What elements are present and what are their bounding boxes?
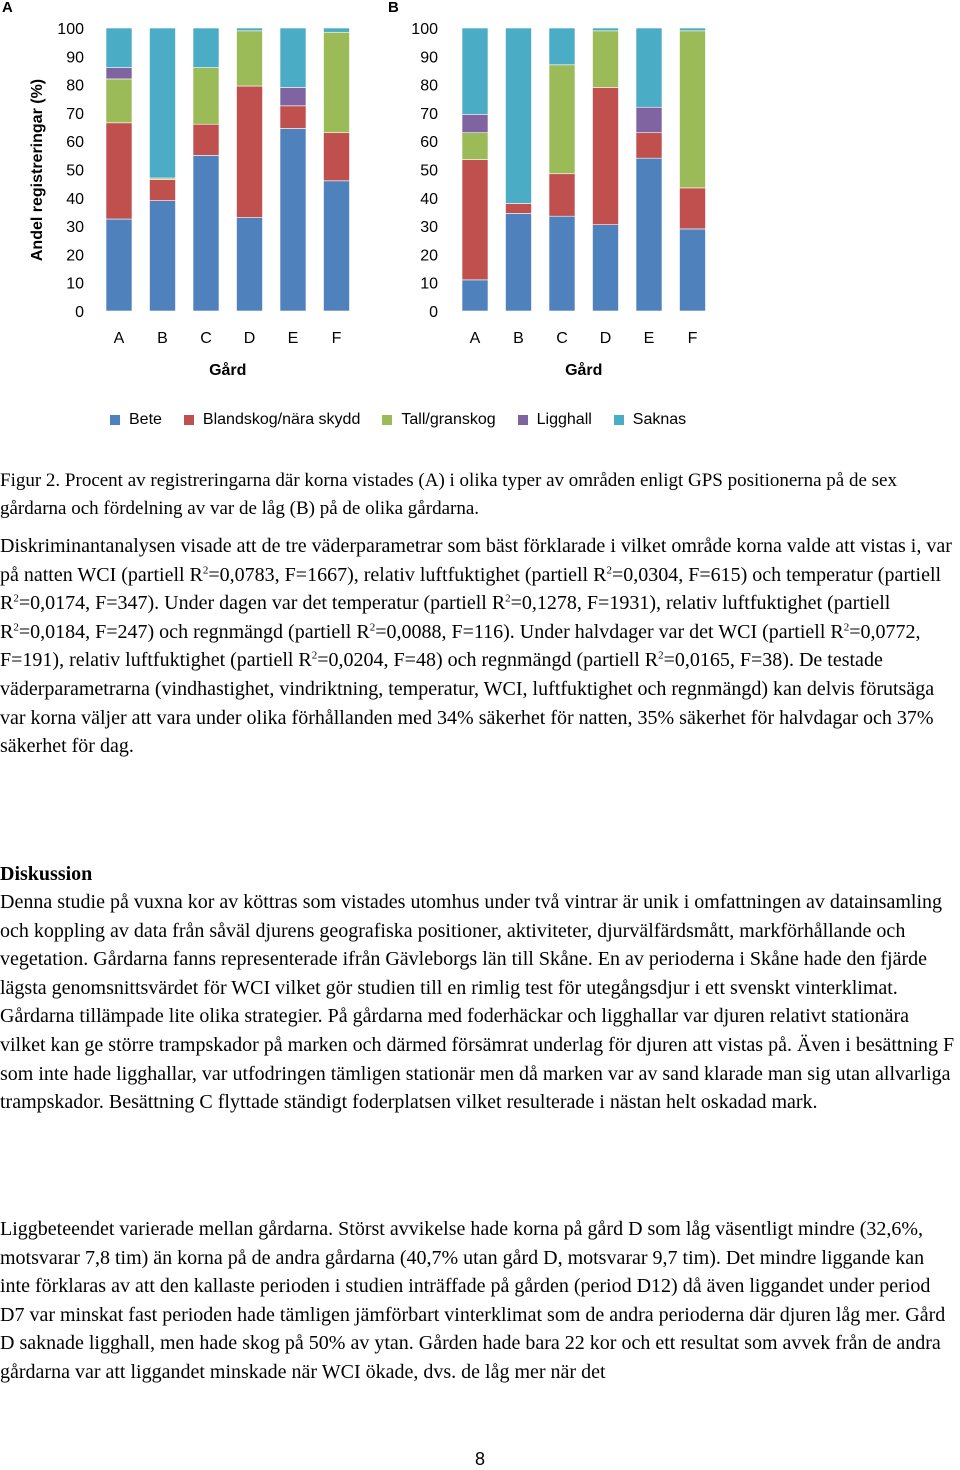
bar-segment xyxy=(237,28,263,31)
legend-item xyxy=(614,411,686,429)
figure-charts xyxy=(0,0,960,400)
bar-segment xyxy=(636,28,662,107)
y-tick-label: 20 xyxy=(420,247,438,265)
bar-segment xyxy=(593,31,619,88)
bar-segment xyxy=(636,158,662,311)
x-tick-label: C xyxy=(556,330,568,347)
superscript: 2 xyxy=(311,649,318,662)
bar-segment xyxy=(462,114,488,132)
chart-panel-a xyxy=(2,0,350,379)
bar-segment xyxy=(237,218,263,311)
legend-item xyxy=(110,411,162,429)
bar-segment xyxy=(150,28,176,178)
paragraph-discussion-1: Denna studie på vuxna kor av köttras som vistades utomhus under två vintrar är unik i omfattningen av datainsamling och koppling av data från såväl djurens geografiska positioner, aktiviteter, djurvälfärdsmått, markförhållande och vegetation. Gårdarna fanns representerade ifrån Gävleborgs län till Skåne. En av perioderna i Skåne hade den fjärde lägsta genomsnittsvärdet för WCI vilket gör studien till en rimlig test för utegångsdjur i ett svenskt vinterklimat. Gårdarna tillämpade lite olika strategier. På gårdarna med foderhäckar och ligghallar var djuren relativt stationära vilket kan ge större trampskador på marken och därmed försämrat underlag för djuren att vistas på. Även i besättning F som inte hade ligghallar, var utfodringen tämligen stationär men då marken var av sand klarade man sig utan allvarliga trampskador. Besättning C flyttade ständigt foderplatsen vilket resulterade i nästan helt oskadad mark. xyxy=(0,891,955,1114)
bar-segment xyxy=(680,188,706,229)
bar-segment xyxy=(280,106,306,129)
bar-segment xyxy=(462,280,488,311)
bar-segment xyxy=(462,28,488,114)
y-tick-label: 0 xyxy=(75,304,84,321)
superscript: 2 xyxy=(13,621,19,634)
x-axis-label: Gård xyxy=(565,362,603,379)
bar-segment xyxy=(324,28,350,32)
bar-segment xyxy=(106,219,132,311)
y-tick-label: 10 xyxy=(66,275,84,293)
y-tick-label: 100 xyxy=(57,21,84,38)
x-tick-label: E xyxy=(643,330,655,347)
bar-segment xyxy=(549,28,575,65)
bar-segment xyxy=(549,174,575,216)
y-tick-label: 10 xyxy=(420,275,438,293)
bar-segment xyxy=(193,28,219,68)
legend-swatch xyxy=(110,415,120,425)
legend-item xyxy=(518,411,592,429)
bar-segment xyxy=(106,123,132,219)
bar-segment xyxy=(593,28,619,31)
y-tick-label: 0 xyxy=(429,304,438,321)
legend-label: Saknas xyxy=(632,411,687,428)
superscript: 2 xyxy=(658,649,664,662)
y-tick-label: 90 xyxy=(66,49,84,67)
bar-segment xyxy=(106,28,132,68)
y-tick-label: 60 xyxy=(420,134,438,152)
legend-label: Tall/granskog xyxy=(401,411,496,428)
page-number: 8 xyxy=(474,1449,485,1469)
bar-segment xyxy=(506,28,532,203)
bar-segment xyxy=(280,87,306,105)
x-tick-label: A xyxy=(113,330,125,347)
bar-segment xyxy=(324,181,350,311)
bar-segment xyxy=(636,133,662,158)
y-tick-label: 30 xyxy=(420,219,438,237)
bar-segment xyxy=(150,179,176,200)
x-tick-label: C xyxy=(200,330,212,347)
bar-segment xyxy=(193,124,219,155)
bar-segment xyxy=(193,68,219,125)
bar-segment xyxy=(324,32,350,132)
paragraph-discriminant-analysis: Diskriminantanalysen visade att de tre väderparametrar som bäst förklarade i vilket område korna valde att vistas i, var på natten WCI (partiell $R^2=0,0783$, F=1667), relativ luftfuktighet (partiell $R^2=0,0304$, F=615) och temperatur (partiell $R^2=0,0174$, F=347). Under dagen var det temperatur (partiell $R^2=0,1278$, F=1931), relativ luftfuktighet (partiell $R^2=0,0184$, F=247) och regnmängd (partiell $R^2=0,0088$, F=116). Under halvdager var det WCI (partiell $R^2=0,0772$, F=191), relativ luftfuktighet (partiell $R^2=0,0204$, F=48) och regnmängd (partiell $R^2=0,0165$, F=38). De testade väderparametrarna (vindhastighet, vindriktning, temperatur, WCI, luftfuktighet och regnmängd) kan delvis förutsäga var korna väljer att vara under olika förhållanden med 34% säkerhet för natten, 35% säkerhet för halvdagar och 37% säkerhet för dag. xyxy=(0,535,952,758)
x-tick-label: A xyxy=(469,330,481,347)
superscript: 2 xyxy=(202,563,209,576)
y-tick-label: 30 xyxy=(66,219,84,237)
y-tick-label: 50 xyxy=(420,162,438,180)
x-tick-label: F xyxy=(331,330,342,347)
y-tick-label: 70 xyxy=(66,105,84,123)
bar-segment xyxy=(549,65,575,174)
bar-segment xyxy=(593,225,619,311)
legend-swatch xyxy=(518,415,528,425)
bar-segment xyxy=(280,28,306,87)
x-tick-label: B xyxy=(513,330,524,347)
section-heading: Diskussion xyxy=(0,863,93,885)
superscript: 2 xyxy=(505,592,511,605)
legend-label: Blandskog/nära skydd xyxy=(202,411,361,428)
y-tick-label: 40 xyxy=(66,190,84,208)
bar-segment xyxy=(680,28,706,31)
bar-segment xyxy=(106,79,132,123)
y-tick-label: 20 xyxy=(66,247,84,265)
x-tick-label: D xyxy=(243,330,256,347)
y-tick-label: 80 xyxy=(420,77,438,95)
x-tick-label: F xyxy=(687,330,698,347)
bar-segment xyxy=(150,201,176,311)
bar-segment xyxy=(237,31,263,86)
y-tick-label: 90 xyxy=(420,49,438,67)
paragraph-discussion-2: Liggbeteendet varierade mellan gårdarna. Störst avvikelse hade korna på gård D som låg väsentligt mindre (32,6%, motsvarar 7,8 tim) än korna på de andra gårdarna (40,7% utan gård D, motsvarar 9,7 tim). Det mindre liggande kan inte förklaras av att den kallaste perioden i studien inträffade på gården (period D12) då även liggandet under period D7 var minskat fast perioden hade tämligen jämförbart vinterklimat som de andra perioderna där djuren låg mer. Gård D saknade ligghall, men hade skog på 50% av ytan. Gården hade bara 22 kor och ett resultat som avvek från de andra gårdarna var att liggandet minskade när WCI ökade, dvs. de låg mer när det xyxy=(0,1218,946,1383)
legend-item xyxy=(184,411,360,429)
y-tick-label: 60 xyxy=(66,134,84,152)
panel-label: B xyxy=(388,0,399,16)
bar-segment xyxy=(462,160,488,280)
superscript: 2 xyxy=(843,621,850,634)
bar-segment xyxy=(324,133,350,181)
panel-label: A xyxy=(2,0,13,16)
bar-segment xyxy=(280,128,306,311)
superscript: 2 xyxy=(606,563,612,576)
legend-swatch xyxy=(382,415,392,425)
bar-segment xyxy=(680,31,706,188)
chart-legend xyxy=(110,411,704,429)
bar-segment xyxy=(106,68,132,79)
bar-segment xyxy=(506,203,532,213)
superscript: 2 xyxy=(13,592,19,605)
bar-segment xyxy=(680,229,706,311)
y-tick-label: 40 xyxy=(420,190,438,208)
x-tick-label: D xyxy=(599,330,612,347)
bar-segment xyxy=(462,133,488,160)
legend-swatch xyxy=(184,415,194,425)
y-axis-label: Andel registreringar (%) xyxy=(29,78,46,262)
y-tick-label: 50 xyxy=(66,162,84,180)
bar-segment xyxy=(506,213,532,311)
x-axis-label: Gård xyxy=(209,362,247,379)
chart-panel-b xyxy=(388,0,706,379)
legend-item xyxy=(382,411,495,429)
bar-segment xyxy=(237,86,263,218)
y-tick-label: 100 xyxy=(411,21,438,38)
bar-segment xyxy=(549,216,575,311)
bar-segment xyxy=(593,87,619,224)
legend-label: Ligghall xyxy=(536,411,592,428)
bar-segment xyxy=(636,107,662,132)
y-tick-label: 70 xyxy=(420,105,438,123)
figure-caption: Figur 2. Procent av registreringarna där korna vistades (A) i olika typer av områden enligt GPS positionerna på de sex gårdarna och fördelning av var de låg (B) på de olika gårdarna. xyxy=(0,470,897,519)
bar-segment xyxy=(193,155,219,311)
y-tick-label: 80 xyxy=(66,77,84,95)
superscript: 2 xyxy=(369,621,376,634)
legend-swatch xyxy=(614,415,624,425)
x-tick-label: E xyxy=(287,330,299,347)
legend-label: Bete xyxy=(129,411,162,428)
x-tick-label: B xyxy=(157,330,168,347)
